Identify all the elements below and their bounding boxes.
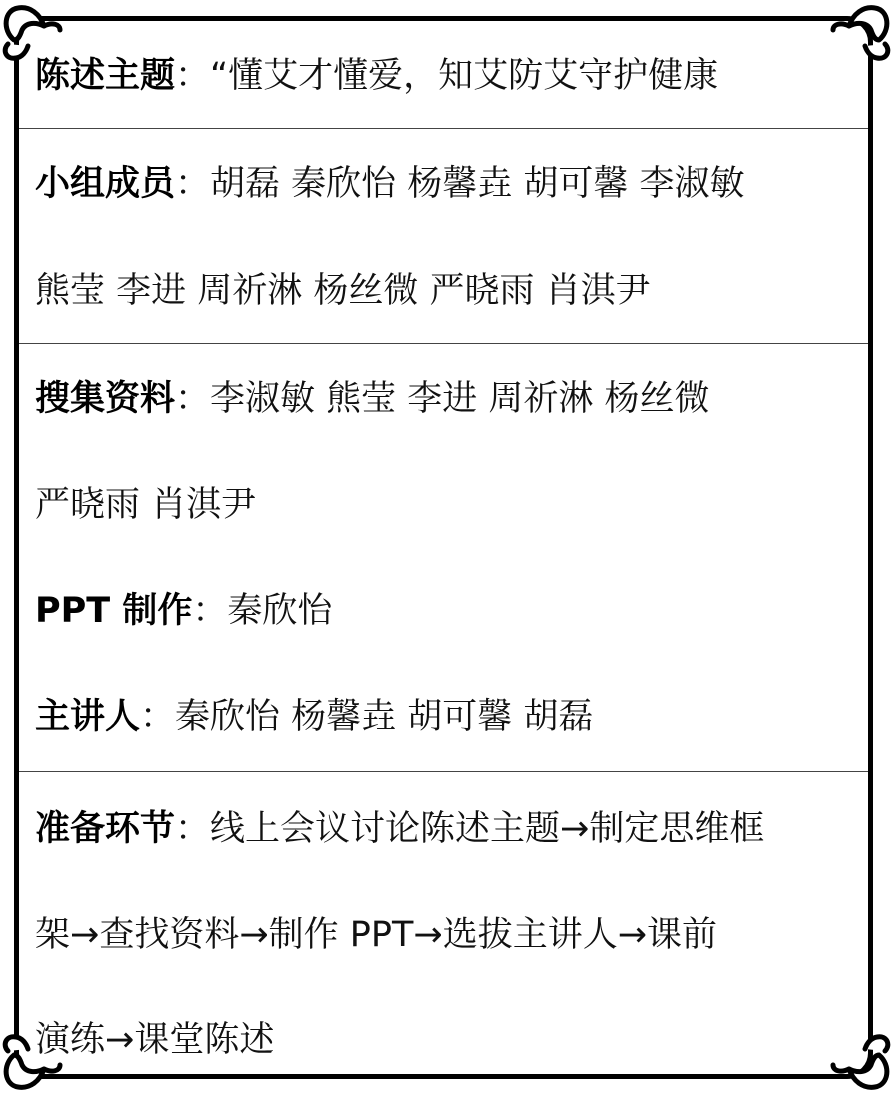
steps-line-3: 演练→课堂陈述 bbox=[35, 1020, 275, 1060]
research-row-cont bbox=[35, 484, 862, 526]
corner-ornament-top-right bbox=[829, 0, 893, 64]
research-line-1: 李淑敏 熊莹 李进 周祈淋 杨丝微 bbox=[210, 379, 710, 419]
speakers-row bbox=[35, 696, 862, 738]
corner-ornament-top-left bbox=[0, 0, 64, 64]
steps-label: 准备环节 bbox=[35, 809, 176, 849]
members-label: 小组成员 bbox=[35, 164, 176, 204]
research-label: 搜集资料 bbox=[35, 379, 176, 419]
divider-3 bbox=[19, 771, 868, 772]
steps-row-cont-2 bbox=[35, 1019, 862, 1061]
steps-row bbox=[35, 808, 862, 850]
steps-line-1: 线上会议讨论陈述主题→制定思维框 bbox=[210, 809, 765, 849]
members-row bbox=[35, 163, 862, 205]
speakers-colon: ： bbox=[140, 697, 176, 737]
ppt-label: PPT 制作 bbox=[35, 591, 193, 631]
corner-ornament-bottom-right bbox=[829, 1031, 893, 1095]
ppt-value: 秦欣怡 bbox=[227, 591, 333, 631]
members-line-1: 胡磊 秦欣怡 杨馨垚 胡可馨 李淑敏 bbox=[210, 164, 745, 204]
speakers-label: 主讲人 bbox=[35, 697, 141, 737]
steps-colon: ： bbox=[175, 809, 211, 849]
ppt-colon: ： bbox=[192, 591, 228, 631]
members-row-cont bbox=[35, 270, 862, 312]
research-line-2: 严晓雨 肖淇尹 bbox=[35, 485, 257, 525]
theme-colon: ： bbox=[175, 56, 211, 96]
speakers-value: 秦欣怡 杨馨垚 胡可馨 胡磊 bbox=[175, 697, 594, 737]
research-row bbox=[35, 378, 862, 420]
theme-label: 陈述主题 bbox=[35, 56, 176, 96]
ppt-row bbox=[35, 590, 862, 632]
steps-line-2: 架→查找资料→制作 PPT→选拔主讲人→课前 bbox=[35, 915, 718, 955]
theme-row bbox=[35, 55, 862, 97]
divider-2 bbox=[19, 343, 868, 344]
research-colon: ： bbox=[175, 379, 211, 419]
members-line-2: 熊莹 李进 周祈淋 杨丝微 严晓雨 肖淇尹 bbox=[35, 271, 651, 311]
info-card bbox=[14, 16, 873, 1079]
members-colon: ： bbox=[175, 164, 211, 204]
steps-row-cont-1 bbox=[35, 914, 862, 956]
divider-1 bbox=[19, 128, 868, 129]
theme-value: “懂艾才懂爱，知艾防艾守护健康 bbox=[210, 56, 719, 96]
corner-ornament-bottom-left bbox=[0, 1031, 64, 1095]
